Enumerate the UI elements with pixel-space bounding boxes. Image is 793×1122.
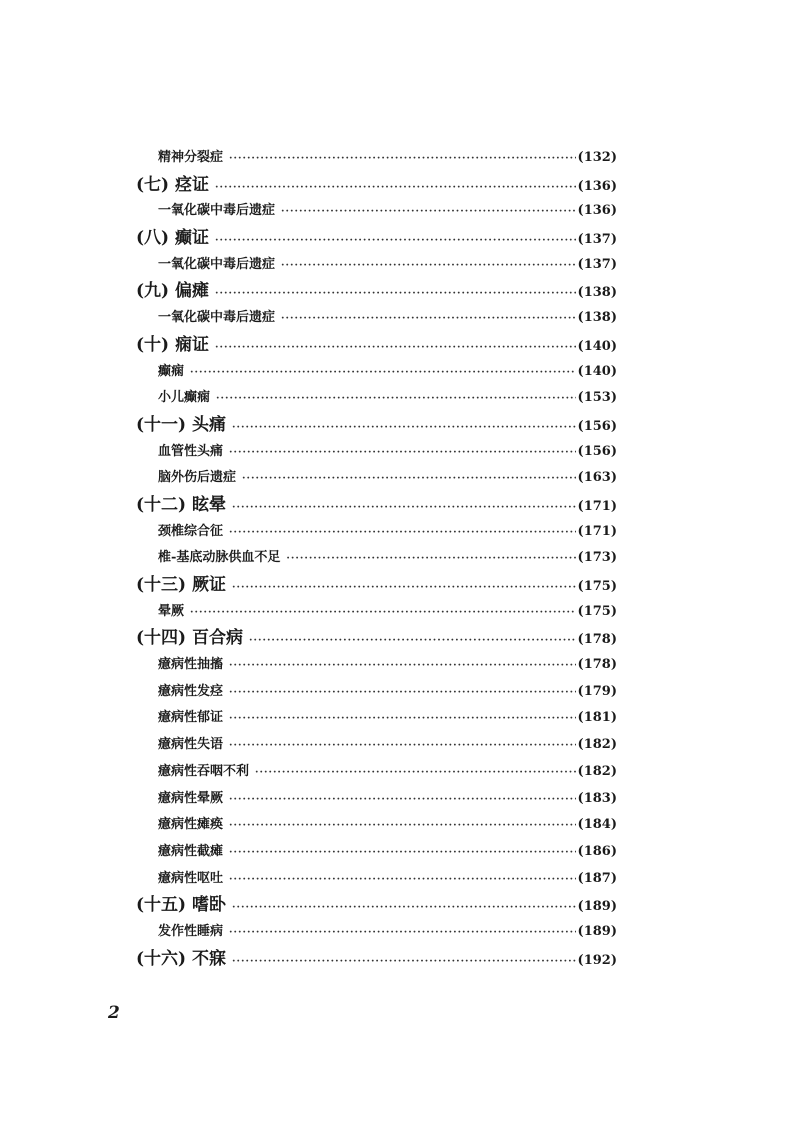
toc-subentry xyxy=(136,545,617,572)
toc-entry-title: 癔病性晕厥 xyxy=(158,790,224,806)
dot-leader xyxy=(232,895,576,922)
dot-leader xyxy=(229,733,576,760)
toc-entry-title: 血管性头痛 xyxy=(158,443,224,459)
toc-section-entry xyxy=(136,946,617,973)
toc-section-entry xyxy=(136,278,617,305)
toc-entry-page: (178) xyxy=(577,657,617,673)
dot-leader xyxy=(232,949,576,976)
toc-subentry xyxy=(136,759,617,786)
toc-subentry xyxy=(136,705,617,732)
dot-leader xyxy=(190,360,576,387)
toc-entry-page: (189) xyxy=(577,899,617,915)
toc-entry-title: (七) 痉证 xyxy=(136,174,210,195)
toc-subentry xyxy=(136,599,617,626)
dot-leader xyxy=(281,253,576,280)
toc-entry-page: (183) xyxy=(577,790,617,806)
dot-leader xyxy=(229,706,576,733)
dot-leader xyxy=(229,520,576,547)
dot-leader xyxy=(216,386,576,413)
dot-leader xyxy=(249,628,576,655)
dot-leader xyxy=(229,680,576,707)
toc-entry-page: (140) xyxy=(577,338,617,354)
toc-entry-page: (175) xyxy=(577,579,617,594)
dot-leader xyxy=(281,306,576,333)
toc-entry-page: (182) xyxy=(577,763,617,779)
toc-entry-title: 癔病性发痉 xyxy=(158,683,224,699)
toc-entry-title: 一氧化碳中毒后遗症 xyxy=(158,310,276,326)
dot-leader xyxy=(229,787,576,814)
toc-entry-title: 椎-基底动脉供血不足 xyxy=(158,550,281,566)
toc-entry-title: 癔病性失语 xyxy=(158,737,224,753)
toc-section-entry xyxy=(136,892,617,919)
dot-leader xyxy=(242,466,576,493)
toc-entry-page: (181) xyxy=(577,710,617,726)
toc-subentry xyxy=(136,839,617,866)
dot-leader xyxy=(215,175,576,202)
toc-section-entry xyxy=(136,572,617,599)
toc-entry-title: (十四) 百合病 xyxy=(136,628,244,649)
toc-section-entry xyxy=(136,412,617,439)
toc-entry-title: 一氧化碳中毒后遗症 xyxy=(158,256,276,272)
toc-entry-title: 癔病性郁证 xyxy=(158,710,224,726)
toc-section-entry xyxy=(136,332,617,359)
toc-subentry xyxy=(136,252,617,279)
toc-entry-title: (十三) 厥证 xyxy=(136,575,227,595)
toc-section-entry xyxy=(136,492,617,519)
toc-entry-title: (十一) 头痛 xyxy=(136,414,227,435)
dot-leader xyxy=(229,440,576,467)
toc-entry-page: (132) xyxy=(577,150,617,165)
dot-leader xyxy=(229,920,576,947)
toc-subentry xyxy=(136,385,617,412)
dot-leader xyxy=(229,653,576,680)
toc-subentry xyxy=(136,919,617,946)
toc-entry-page: (179) xyxy=(577,683,617,699)
toc-entry-page: (184) xyxy=(577,817,617,833)
toc-entry-title: 一氧化碳中毒后遗症 xyxy=(158,203,276,219)
toc-entry-title: (十二) 眩晕 xyxy=(136,494,227,515)
dot-leader xyxy=(232,575,576,602)
toc-entry-title: 发作性睡病 xyxy=(158,923,224,939)
toc-entry-page: (187) xyxy=(577,870,617,886)
toc-subentry xyxy=(136,652,617,679)
toc-entry-page: (173) xyxy=(577,550,617,566)
toc-entry-title: 癔病性截瘫 xyxy=(158,843,224,859)
toc-entry-page: (171) xyxy=(577,523,617,539)
toc-entry-page: (182) xyxy=(577,737,617,753)
toc-entry-page: (156) xyxy=(577,418,617,434)
toc-section-entry xyxy=(136,625,617,652)
toc-subentry xyxy=(136,145,617,172)
toc-entry-page: (137) xyxy=(577,232,617,248)
toc-subentry xyxy=(136,198,617,225)
toc-subentry xyxy=(136,732,617,759)
dot-leader xyxy=(229,867,576,894)
toc-entry-page: (178) xyxy=(577,632,617,648)
dot-leader xyxy=(190,600,576,627)
toc-entry-title: 癔病性呕吐 xyxy=(158,870,224,886)
toc-entry-page: (156) xyxy=(577,443,617,459)
toc-entry-page: (186) xyxy=(577,843,617,859)
toc-entry-title: (十五) 嗜卧 xyxy=(136,895,227,916)
toc-entry-page: (189) xyxy=(577,923,617,939)
toc-entry-page: (163) xyxy=(577,470,617,486)
toc-subentry xyxy=(136,812,617,839)
toc-entry-page: (153) xyxy=(577,390,617,406)
toc-subentry xyxy=(136,439,617,466)
toc-entry-title: (十六) 不寐 xyxy=(136,948,227,969)
toc-entry-page: (171) xyxy=(577,498,617,514)
toc-subentry xyxy=(136,519,617,546)
toc-entry-title: 颈椎综合征 xyxy=(158,523,224,539)
dot-leader xyxy=(232,495,576,522)
dot-leader xyxy=(229,813,576,840)
toc-entry-page: (136) xyxy=(577,178,617,194)
toc-section-entry xyxy=(136,225,617,252)
toc-subentry xyxy=(136,359,617,386)
dot-leader xyxy=(229,840,576,867)
toc-entry-page: (137) xyxy=(577,256,617,272)
table-of-contents xyxy=(136,145,617,972)
toc-entry-title: (八) 癫证 xyxy=(136,228,210,249)
toc-entry-title: 精神分裂症 xyxy=(158,150,224,165)
toc-entry-page: (138) xyxy=(577,310,617,326)
page-number: 2 xyxy=(108,1003,120,1023)
toc-entry-page: (192) xyxy=(577,952,617,968)
toc-subentry xyxy=(136,679,617,706)
toc-entry-title: 癫痫 xyxy=(158,363,185,379)
toc-entry-title: (十) 痫证 xyxy=(136,334,210,355)
toc-entry-page: (140) xyxy=(577,363,617,379)
toc-entry-title: (九) 偏瘫 xyxy=(136,281,210,302)
toc-entry-title: 癔病性抽搐 xyxy=(158,657,224,673)
toc-entry-title: 小儿癫痫 xyxy=(158,390,211,406)
dot-leader xyxy=(281,199,576,226)
dot-leader xyxy=(286,546,575,573)
toc-subentry xyxy=(136,866,617,893)
dot-leader xyxy=(229,146,576,173)
toc-subentry xyxy=(136,786,617,813)
toc-section-entry xyxy=(136,172,617,199)
toc-entry-page: (175) xyxy=(577,603,617,619)
toc-entry-page: (138) xyxy=(577,285,617,301)
toc-entry-title: 癔病性瘫痪 xyxy=(158,817,224,833)
dot-leader xyxy=(215,281,576,308)
toc-subentry xyxy=(136,465,617,492)
dot-leader xyxy=(255,760,576,787)
toc-entry-title: 脑外伤后遗症 xyxy=(158,470,237,486)
dot-leader xyxy=(215,228,576,255)
dot-leader xyxy=(232,415,576,442)
toc-entry-title: 癔病性吞咽不利 xyxy=(158,763,250,779)
toc-subentry xyxy=(136,305,617,332)
toc-entry-page: (136) xyxy=(577,203,617,219)
toc-entry-title: 晕厥 xyxy=(158,603,185,619)
dot-leader xyxy=(215,335,576,362)
